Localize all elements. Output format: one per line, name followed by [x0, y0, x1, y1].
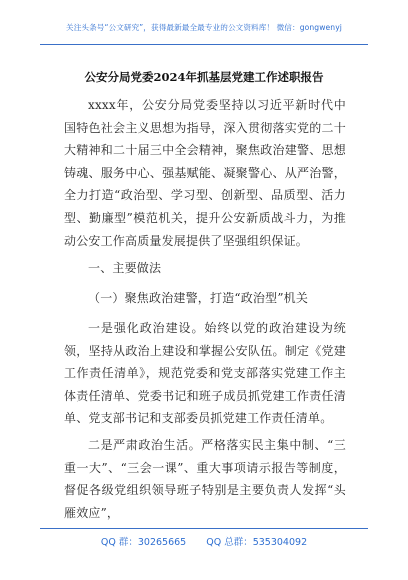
qq-group-number: QQ 群：30265665: [100, 537, 187, 548]
header-divider: [40, 44, 368, 45]
footer-contact: [0, 534, 408, 548]
body-paragraph-1: 一是强化政治建设。始终以党的政治建设为统领，坚持从政治上建设和掌握公安队伍。制定《党建工作责任清单》，规范党委和党支部落实党建工作主体责任清单、党委书记和班子成员抓党建工作责任清单、党支部书记和支部委员抓党建工作责任清单。: [64, 321, 346, 426]
subsection-heading: （一）聚焦政治建警，打造“政治型”机关: [88, 291, 309, 305]
body-paragraph-2: 二是严肃政治生活。严格落实民主集中制、“三重一大”、“三会一课”、重大事项请示报告等制度，督促各级党组织领导班子特别是主要负责人发挥“头雁效应”，: [64, 438, 346, 520]
qq-main-group-number: QQ 总群：535304092: [206, 537, 308, 548]
footer-divider: [40, 528, 368, 529]
header-banner: 关注头条号“公文研究”，获得最新最全最专业的公文资料库！ 微信：gongwenyj: [66, 23, 342, 32]
intro-paragraph: xxxx年，公安分局党委坚持以习近平新时代中国特色社会主义思想为指导，深入贯彻落实党的二十大精神和二十届三中全会精神，聚焦政治建警、思想铸魂、服务中心、强基赋能、凝聚警心、从严治警，全力打造“政治型、学习型、创新型、品质型、活力型、勤廉型”模范机关，提升公安新质战斗力，为推动公安工作高质量发展提供了坚强组织保证。: [64, 98, 346, 248]
section-heading: 一、主要做法: [88, 261, 162, 275]
document-title: 公安分局党委2024年抓基层党建工作述职报告: [84, 70, 324, 84]
